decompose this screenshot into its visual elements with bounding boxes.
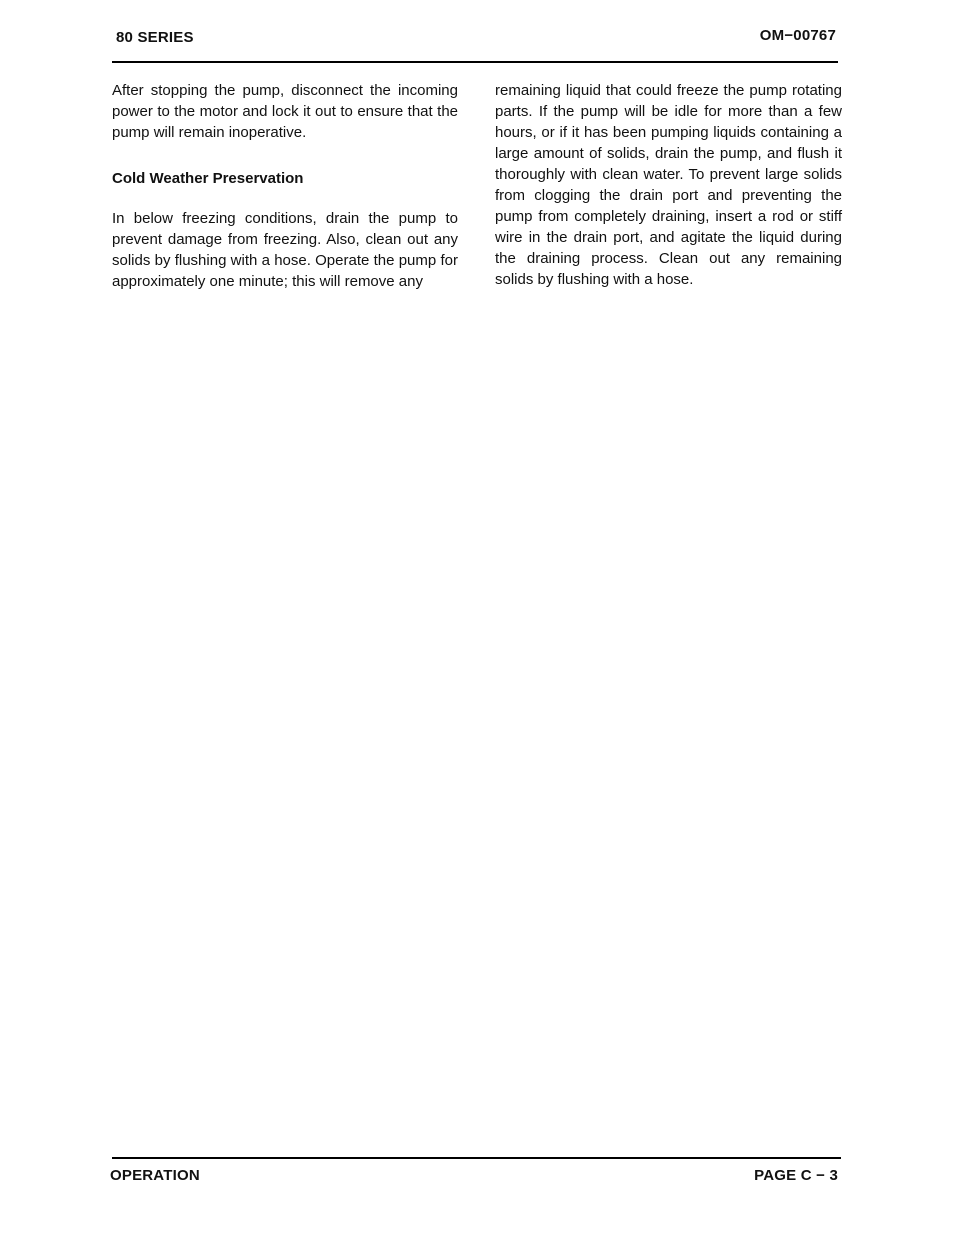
right-column [495,80,842,290]
paragraph-stop-pump: After stopping the pump, disconnect the incoming power to the motor and lock it out to ensure that the pump will remain inoperative. [112,82,458,141]
page-footer [110,1157,841,1184]
section-heading-cold-weather: Cold Weather Preservation [112,170,304,187]
document-number: OM−00767 [759,27,836,44]
paragraph-cold-weather-part-1: In below freezing conditions, drain the pump to prevent damage from freezing. Also, clean out any solids by flushing with a hose. Operate the pump for approximately one minute; this will remove any [112,210,458,290]
page-number: PAGE C − 3 [754,1167,838,1184]
series-label: 80 SERIES [116,29,194,46]
paragraph-cold-weather-part-2: remaining liquid that could freeze the pump rotating parts. If the pump will be idle for more than a few hours, or if it has been pumping liquids containing a large amount of solids, drain the pump, and flush it thoroughly with clean water. To prevent large solids from clogging the drain port and preventing the pump from completely draining, insert a rod or stiff wire in the drain port, and agitate the liquid during the draining process. Clean out any remaining solids by flushing with a hose. [495,82,842,288]
section-name: OPERATION [110,1167,200,1184]
left-column [112,80,458,292]
page-header [112,0,838,63]
